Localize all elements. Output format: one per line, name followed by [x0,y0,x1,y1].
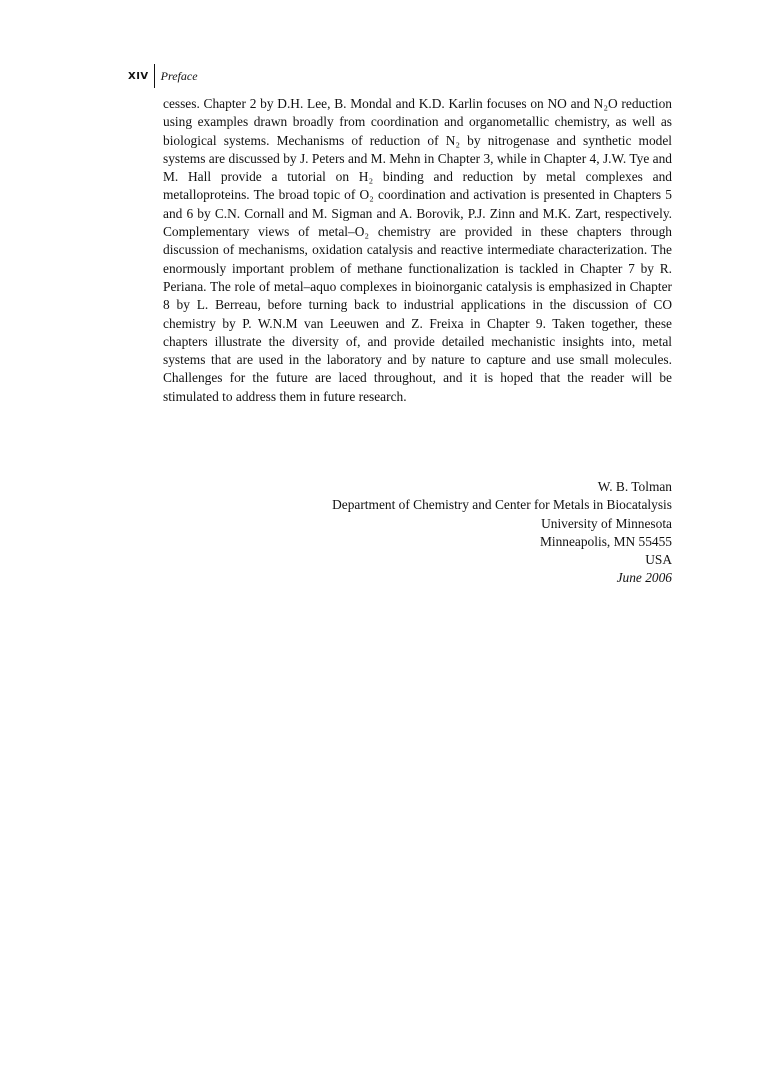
preface-date: June 2006 [616,570,672,586]
author-country: USA [645,552,672,568]
signature-block [332,478,672,588]
author-name: W. B. Tolman [597,479,672,494]
author-city: Minneapolis, MN 55455 [539,533,672,549]
running-head [128,64,198,88]
page-number: XIV [128,70,149,82]
section-title: Preface [160,68,198,83]
author-department: Department of Chemistry and Center for Metals in Biocatalysis [332,497,672,513]
author-university: University of Minnesota [541,515,672,531]
preface-paragraph: cesses. Chapter 2 by D.H. Lee, B. Mondal and K.D. Karlin focuses on NO and N₂O reduction using examples drawn broadly from coordination and organometallic chemistry, as well as biological systems. Mechanisms of reduction of N₂ by nitrogenase and synthetic model systems are discussed by J. Peters and M. Mehn in Chapter 3, while in Chapter 4, J.W. Tye and M. Hall provide a tutorial on H₂ binding and reduction by metal complexes and metalloproteins. The broad topic of O₂ coordination and activation is presented in Chapters 5 and 6 by C.N. Cornall and M. Sigman and A. Borovik, P.J. Zinn and M.K. Zart, respectively. Complementary views of metal–O₂ chemistry are provided in these chapters through discussion of mechanisms, oxidation catalysis and reactive intermediate characterization. The enormously important problem of methane functionalization is tackled in Chapter 7 by R. Periana. The role of metal–aquo complexes in bioinorganic catalysis is emphasized in Chapter 8 by L. Berreau, before turning back to industrial applications in the discussion of CO chemistry by P. W.N.M van Leeuwen and Z. Freixa in Chapter 9. Taken together, these chapters illustrate the diversity of, and provide detailed mechanistic insights into, metal systems that are used in the laboratory and by nature to capture and use small molecules. Challenges for the future are laced throughout, and it is hoped that the reader will be stimulated to address them in future research. [163,96,672,404]
